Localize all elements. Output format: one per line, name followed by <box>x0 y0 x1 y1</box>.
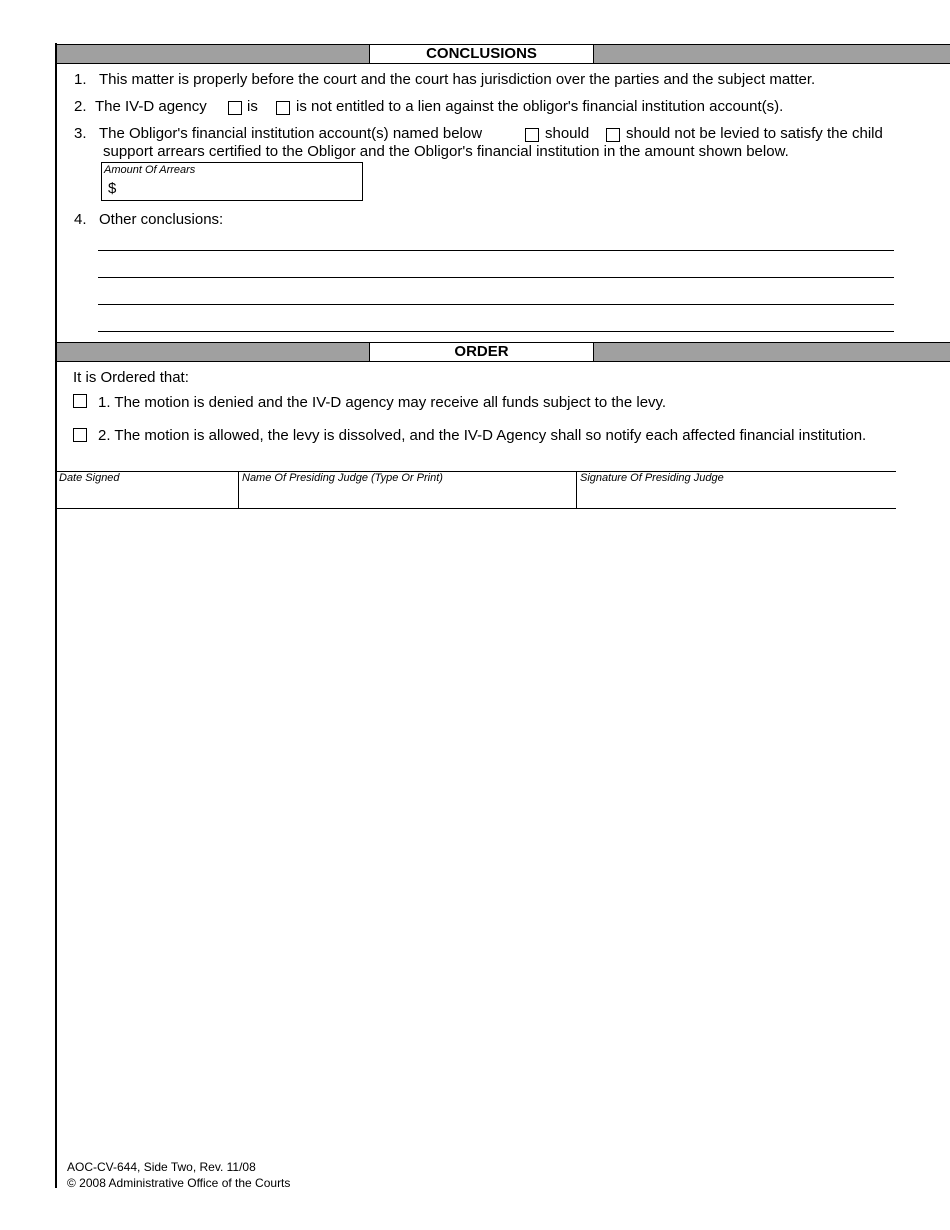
other-conclusions-line-4[interactable] <box>98 331 894 332</box>
lien-is-not-checkbox[interactable] <box>276 101 290 115</box>
form-id: AOC-CV-644, Side Two, Rev. 11/08 <box>67 1160 256 1174</box>
judge-name-field[interactable] <box>239 472 576 508</box>
judge-signature-label: Signature Of Presiding Judge <box>580 472 724 484</box>
conclusion-item-3-prefix: The Obligor's financial institution account(s) named below <box>99 125 483 142</box>
amount-of-arrears-label: Amount Of Arrears <box>104 164 196 176</box>
lien-is-label: is <box>247 98 258 115</box>
order-item-2-text: 2. The motion is allowed, the levy is dissolved, and the IV-D Agency shall so notify each affected financial institution. <box>98 427 867 444</box>
order-item-1-text: 1. The motion is denied and the IV-D agency may receive all funds subject to the levy. <box>98 394 667 411</box>
signature-row-bottom-rule <box>57 508 896 509</box>
order-header-band <box>57 342 950 362</box>
date-signed-label: Date Signed <box>59 472 120 484</box>
levy-should-not-label: should not be levied to satisfy the child <box>626 125 883 142</box>
lien-is-not-label: is not entitled to a lien against the obligor's financial institution account(s). <box>296 98 784 115</box>
conclusion-item-4-text: Other conclusions: <box>99 211 224 228</box>
left-margin-rule <box>55 43 57 1188</box>
conclusion-item-2-number: 2. <box>74 98 87 115</box>
conclusion-item-1-number: 1. <box>74 71 87 88</box>
order-denied-checkbox[interactable] <box>73 394 87 408</box>
conclusion-item-2-prefix: The IV-D agency <box>95 98 207 115</box>
copyright: © 2008 Administrative Office of the Courts <box>67 1176 291 1190</box>
judge-name-label: Name Of Presiding Judge (Type Or Print) <box>242 472 443 484</box>
conclusion-item-3-number: 3. <box>74 125 87 142</box>
conclusion-item-1-text: This matter is properly before the court and the court has jurisdiction over the parties and the subject matter. <box>99 71 816 88</box>
lien-is-checkbox[interactable] <box>228 101 242 115</box>
conclusion-item-3-line-2: support arrears certified to the Obligor and the Obligor's financial institution in the amount shown below. <box>103 143 789 160</box>
levy-should-checkbox[interactable] <box>525 128 539 142</box>
date-signed-field[interactable] <box>57 472 238 508</box>
judge-signature-field[interactable] <box>577 472 896 508</box>
conclusion-item-4-number: 4. <box>74 211 87 228</box>
order-allowed-checkbox[interactable] <box>73 428 87 442</box>
other-conclusions-line-1[interactable] <box>98 250 894 251</box>
conclusions-header-band <box>57 44 950 64</box>
amount-of-arrears-field[interactable] <box>101 162 363 201</box>
other-conclusions-line-3[interactable] <box>98 304 894 305</box>
amount-currency-symbol: $ <box>108 180 117 197</box>
order-intro: It is Ordered that: <box>73 369 189 386</box>
levy-should-not-checkbox[interactable] <box>606 128 620 142</box>
order-title: ORDER <box>369 342 594 362</box>
conclusions-title: CONCLUSIONS <box>369 44 594 64</box>
other-conclusions-line-2[interactable] <box>98 277 894 278</box>
levy-should-label: should <box>545 125 590 142</box>
